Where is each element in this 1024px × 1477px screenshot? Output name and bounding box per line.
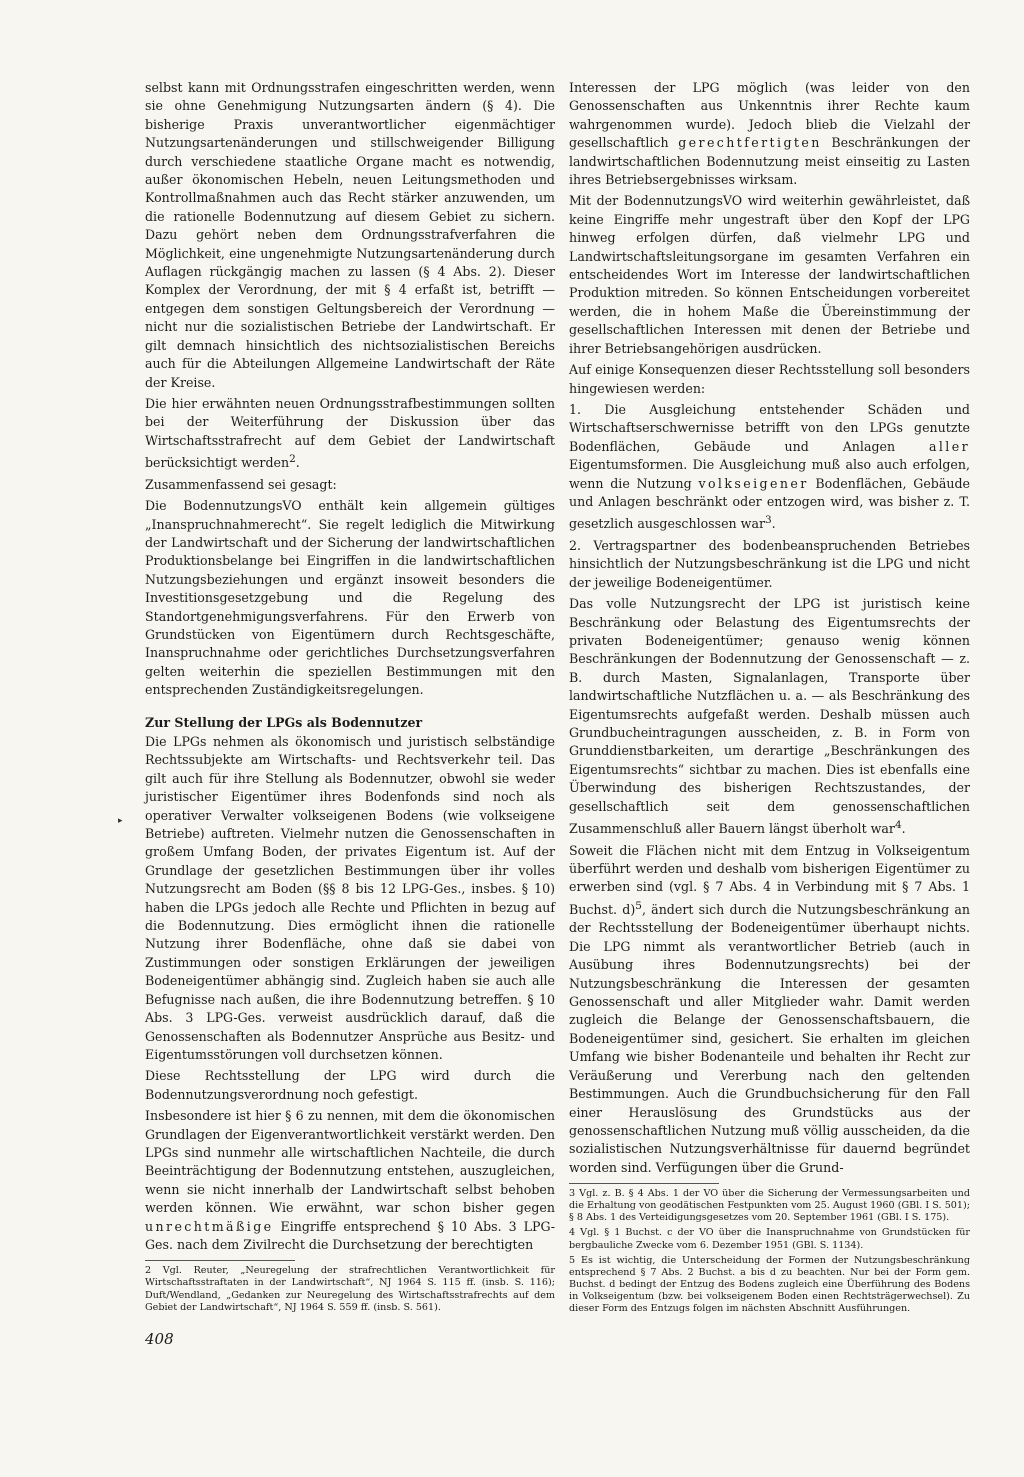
left-column: [145, 79, 555, 1317]
footnote-ref: 5: [635, 899, 642, 912]
paragraph: Auf einige Konsequenzen dieser Rechtsstellung soll besonders hingewiesen werden:: [569, 362, 970, 396]
paragraph: Soweit die Flächen nicht mit dem Entzug in Volkseigentum überführt werden und deshalb vom bisherigen Eigentümer zu erwerben sind (vgl. § 7 Abs. 4 in Verbindung mit § 7 Abs. 1 Buchst. d)$^5$, ändert sich durch die Nutzungsbeschränkung an der Rechtsstellung der Bodeneigentümer überhaupt nichts. Die LPG nimmt als verantwortlicher Betrieb (auch in Ausübung ihres Bodennutzungsrechts) bei der Nutzungsbeschränkung die Interessen der gesamten Genossenschaft und aller Mitglieder wahr. Damit werden zugleich die Belange der Genossenschaftsbauern, die Bodeneigentümer sind, gesichert. Sie erhalten im gleichen Umfang wie bisher Bodenanteile und behalten ihr Recht zur Veräußerung und Vererbung nach den geltenden Bestimmungen. Auch die Grundbuchsicherung für den Fall einer Herauslösung des Grundstücks aus der genossenschaftlichen Nutzung muß völlig ausscheiden, da die sozialistischen Nutzungsverhältnisse für dauernd begründet worden sind. Verfügungen über die Grund-: [569, 842, 970, 1175]
spaced-emphasis: volkseigener: [698, 475, 809, 491]
paragraph: Insbesondere ist hier § 6 zu nennen, mit dem die ökonomischen Grundlagen der Eigenverantwortlichkeit verstärkt werden. Den LPGs sind nunmehr alle wirtschaftlichen Nachteile, die durch Beeinträchtigung der Bodennutzung entstehen, auszugleichen, wenn sie nicht innerhalb der Landwirtschaft selbst behoben werden können. Wie erwähnt, war schon bisher gegen unrechtmäßige Eingriffe entsprechend § 10 Abs. 3 LPG-Ges. nach dem Zivilrecht die Durchsetzung der berechtigten: [145, 1108, 555, 1252]
right-column: [569, 79, 970, 1318]
spaced-emphasis: aller: [928, 438, 970, 454]
footnote-ref: 2: [289, 453, 296, 466]
list-item: 2. Vertragspartner des bodenbeanspruchenden Betriebes hinsichtlich der Nutzungsbeschränkung ist die LPG und nicht der jeweilige Bodeneigentümer.: [569, 537, 970, 590]
footnote: 4 Vgl. § 1 Buchst. c der VO über die Inanspruchnahme von Grundstücken für bergbauliche Zwecke vom 6. Dezember 1951 (GBl. S. 1134).: [569, 1227, 970, 1251]
spaced-emphasis: unrechtmäßige: [145, 1218, 274, 1234]
footnote: 3 Vgl. z. B. § 4 Abs. 1 der VO über die Sicherung der Vermessungsarbeiten und die Erhaltung von geodätischen Festpunkten vom 25. August 1960 (GBl. I S. 501); § 8 Abs. 1 des Verteidigungsgesetzes vom 20. September 1961 (GBl. I S. 175).: [569, 1188, 970, 1224]
paragraph: Die hier erwähnten neuen Ordnungsstrafbestimmungen sollten bei der Weiterführung der Diskussion über das Wirtschaftsstrafrecht auf dem Gebiet der Landwirtschaft berücksichtigt werden$^2$.: [145, 395, 555, 471]
footnote-ref: 4: [894, 819, 902, 832]
footnote-rule: [145, 1260, 295, 1261]
spaced-emphasis: gerechtfertigten: [678, 135, 822, 151]
paragraph: selbst kann mit Ordnungsstrafen eingeschritten werden, wenn sie ohne Genehmigung Nutzungsarten ändern (§ 4). Die bisherige Praxis unverantwortlicher eigenmächtiger Nutzungsartenänderungen und stillschweigender Billigung durch verschiedene staatliche Organe macht es notwendig, außer ökonomischen Hebeln, neuen Leitungsmethoden und Kontrollmaßnahmen auch das Recht stärker anzuwenden, um die rationelle Bodennutzung auf diesem Gebiet zu sichern. Dazu gehört neben dem Ordnungsstrafverfahren die Möglichkeit, eine ungenehmigte Nutzungsartenänderung durch Auflagen rückgängig machen zu lassen (§ 4 Abs. 2). Dieser Komplex der Verordnung, der mit § 4 erfaßt ist, betrifft — entgegen dem sonstigen Geltungsbereich der Verordnung — nicht nur die sozialistischen Betriebe der Landwirtschaft. Er gilt demnach hinsichtlich des nichtsozialistischen Bereichs auch für die Abteilungen Allgemeine Landwirtschaft der Räte der Kreise.: [145, 80, 555, 390]
paragraph: Zusammenfassend sei gesagt:: [145, 476, 337, 492]
paragraph: Das volle Nutzungsrecht der LPG ist juristisch keine Beschränkung oder Belastung des Eigentumsrechts der privaten Bodeneigentümer; genauso wenig können Beschränkungen der Bodennutzung der Genossenschaft — z. B. durch Masten, Signalanlagen, Transporte über landwirtschaftliche Nutzflächen u. a. — als Beschränkung des Eigentumsrechts aufgefaßt werden. Deshalb müssen auch Grundbucheintragungen ausscheiden, z. B. in Form von Grunddienstbarkeiten, um derartige „Beschränkungen des Eigentumsrechts“ sichtbar zu machen. Dies ist ebenfalls eine Überwindung des bisherigen Rechtszustandes, der gesellschaftlich seit dem genossenschaftlichen Zusammenschluß aller Bauern längst überholt war$^4$.: [569, 596, 970, 837]
list-item: 1. Die Ausgleichung entstehender Schäden und Wirtschaftserschwernisse betrifft von den LPGs genutzte Bodenflächen, Gebäude und Anlagen aller Eigentumsformen. Die Ausgleichung muß also auch erfolgen, wenn die Nutzung volkseigener Bodenflächen, Gebäude und Anlagen beschränkt oder entzogen wird, was bisher z. T. gesetzlich ausgeschlossen war$^3$.: [569, 401, 970, 532]
footnote: 2 Vgl. Reuter, „Neuregelung der strafrechtlichen Verantwortlichkeit für Wirtschaftsstraftaten in der Landwirtschaft“, NJ 1964 S. 115 ff. (insb. S. 116); Duft/Wendland, „Gedanken zur Neuregelung des Wirtschaftsstrafrechts auf dem Gebiet der Landwirtschaft“, NJ 1964 S. 559 ff. (insb. S. 561).: [145, 1265, 555, 1313]
page-number: 408: [145, 1330, 174, 1348]
footnote-rule: [569, 1183, 719, 1184]
paragraph: Mit der BodennutzungsVO wird weiterhin gewährleistet, daß keine Eingriffe mehr ungestraft über den Kopf der LPG hinweg erfolgen dürfen, daß vielmehr LPG und Landwirtschaftsleitungsorgane im gesamten Verfahren ein entscheidendes Wort im Interesse der landwirtschaftlichen Produktion mitreden. So können Entscheidungen vorbereitet werden, die in hohem Maße die Übereinstimmung der gesellschaftlichen Interessen mit denen der Betriebe und ihrer Betriebsangehörigen ausdrücken.: [569, 193, 970, 356]
margin-mark: ▸: [118, 816, 123, 826]
footnote-ref: 3: [764, 514, 772, 527]
paragraph: Diese Rechtsstellung der LPG wird durch die Bodennutzungsverordnung noch gefestigt.: [145, 1068, 555, 1102]
paragraph: Interessen der LPG möglich (was leider von den Genossenschaften aus Unkenntnis ihrer Rechte kaum wahrgenommen wurde). Jedoch blieb die Vielzahl der gesellschaftlich gerechtfertigten Beschränkungen der landwirtschaftlichen Bodennutzung meist einseitig zu Lasten ihres Betriebsergebnisses wirksam.: [569, 80, 970, 188]
footnote: 5 Es ist wichtig, die Unterscheidung der Formen der Nutzungsbeschränkung entsprechend § 7 Abs. 2 Buchst. a bis d zu beachten. Nur bei der Form gem. Buchst. d bedingt der Entzug des Bodens zugleich eine Überführung des Bodens in Volkseigentum (bzw. bei volkseigenem Boden einen Rechtsträgerwechsel). Zu dieser Form des Entzugs folgen im nächsten Abschnitt Ausführungen.: [569, 1254, 970, 1314]
paragraph: Die LPGs nehmen als ökonomisch und juristisch selbständige Rechtssubjekte am Wirtschafts- und Rechtsverkehr teil. Das gilt auch für ihre Stellung als Bodennutzer, obwohl sie weder juristischer Eigentümer ihres Bodenfonds sind noch als operativer Verwalter volkseigenen Bodens (wie volkseigene Betriebe) auftreten. Vielmehr nutzen die Genossenschaften in großem Umfang Boden, der privates Eigentum ist. Auf der Grundlage der gesetzlichen Bestimmungen über ihr volles Nutzungsrecht am Boden (§§ 8 bis 12 LPG-Ges., insbes. § 10) haben die LPGs jedoch alle Rechte und Pflichten in bezug auf die Bodennutzung. Dies ermöglicht ihnen die rationelle Nutzung ihrer Bodenfläche, ohne daß sie dabei von Zustimmungen oder sonstigen Erklärungen der jeweiligen Bodeneigentümer abhängig sind. Zugleich haben sie auch alle Befugnisse nach außen, die ihre Bodennutzung betreffen. § 10 Abs. 3 LPG-Ges. verweist ausdrücklich darauf, daß die Genossenschaften als Bodennutzer Ansprüche aus Besitz- und Eigentumsstörungen voll durchsetzen können.: [145, 734, 555, 1062]
paragraph: Die BodennutzungsVO enthält kein allgemein gültiges „Inanspruchnahmerecht“. Sie regelt lediglich die Mitwirkung der Landwirtschaft und der Sicherung der landwirtschaftlichen Produktionsbelange bei Eingriffen in die landwirtschaftlichen Nutzungsbeziehungen und ergänzt insoweit besonders die Investitionsgesetzgebung und die Regelung des Standortgenehmigungsverfahrens. Für den Erwerb von Grundstücken von Eigentümern durch Rechtsgeschäfte, Inanspruchnahme oder gerichtliches Durchsetzungsverfahren gelten weiterhin die speziellen Bestimmungen mit den entsprechenden Zuständigkeitsregelungen.: [145, 498, 555, 698]
section-heading: Zur Stellung der LPGs als Bodennutzer: [145, 714, 423, 730]
